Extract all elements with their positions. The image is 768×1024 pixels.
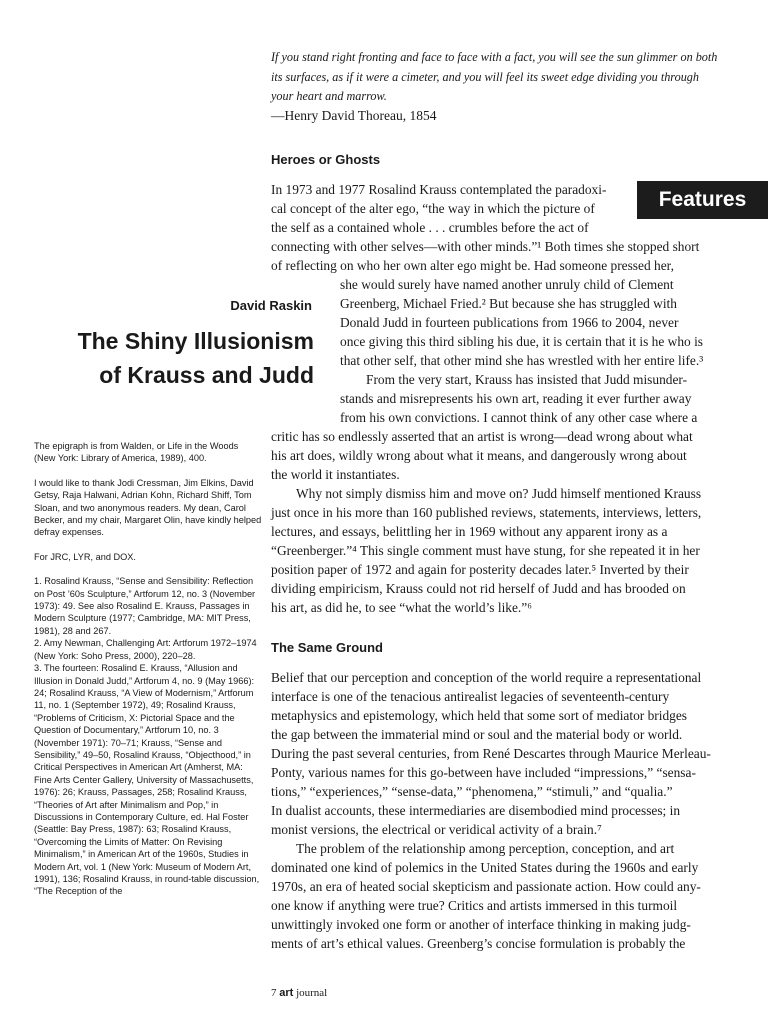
body-line: dominated one kind of polemics in the United States during the 1960s and early	[271, 860, 699, 875]
epigraph-quote: If you stand right fronting and face to face with a fact, you will see the sun glimmer on both its surfaces, as if it were a cimeter, and you will feel its sweet edge dividing you through your heart and marrow.	[271, 50, 718, 103]
body-line: just once in his more than 160 published reviews, statements, interviews, letters,	[271, 505, 702, 520]
body-line: Ponty, various names for this go-between have included “impressions,” “sensa-	[271, 765, 696, 780]
body-line: From the very start, Krauss has insisted that Judd misunder-	[366, 372, 688, 387]
journal-name: journal	[296, 987, 328, 999]
body-line: unwittingly invoked one form or another of interface thinking in making judg-	[271, 917, 691, 932]
body-line: Why not simply dismiss him and move on? Judd himself mentioned Krauss	[296, 486, 702, 501]
body-line: 1970s, an era of heated social skepticism and passionate action. How could any-	[271, 879, 701, 894]
section-heading-heroes-or-ghosts: Heroes or Ghosts	[271, 152, 381, 167]
body-line: Donald Judd in fourteen publications from 1966 to 2004, never	[340, 315, 679, 330]
page-footer	[271, 987, 327, 999]
body-line: dividing empiricism, Krauss could not rid herself of Judd and has brooded on	[271, 581, 686, 596]
side-notes	[34, 440, 262, 898]
footnote: 1. Rosalind Krauss, “Sense and Sensibility: Reflection on Post ’60s Sculpture,” Artforum 12, no. 3 (November 1973): 49. See also Rosalind E. Krauss, Passages in Modern Sculpture (1977; Cambridge, MA: MIT Press, 1981), 28 and 267.	[34, 576, 256, 636]
note-acknowledgements: I would like to thank Jodi Cressman, Jim Elkins, David Getsy, Raja Halwani, Adrian Kohn, Richard Shiff, Tom Sloan, and two anonymous readers. My dean, Carol Becker, and my chair, Margaret Olin, have kindly helped defray expenses.	[34, 477, 262, 538]
article-title-line-1: The Shiny Illusionism	[77, 328, 314, 354]
body-line: During the past several centuries, from René Descartes through Maurice Merleau-	[271, 746, 711, 761]
body-line: cal concept of the alter ego, “the way in which the picture of	[271, 201, 595, 216]
body-line: lectures, and essays, belittling her in 1969 without any apparent irony as a	[271, 524, 668, 539]
body-line: The problem of the relationship among perception, conception, and art	[296, 841, 675, 856]
body-line: the world it instantiates.	[271, 467, 400, 482]
body-line: his art does, wildly wrong about what it means, and dangerously wrong about	[271, 448, 687, 463]
body-line: she would surely have named another unruly child of Clement	[340, 277, 674, 292]
body-line: his art, as did he, to see “what the world’s like.”⁶	[271, 600, 532, 615]
epigraph-attribution: —Henry David Thoreau, 1854	[271, 108, 437, 123]
page-number: 7	[271, 987, 277, 999]
article-title	[20, 324, 314, 392]
body-line: In dualist accounts, these intermediaries are disembodied mind processes; in	[271, 803, 681, 818]
body-line: the gap between the immaterial mind or soul and the material body or world.	[271, 727, 683, 742]
body-line: connecting with other selves—with other minds.”¹ Both times she stopped short	[271, 239, 700, 254]
body-line: from his own convictions. I cannot think of any other case where a	[340, 410, 698, 425]
body-line: Belief that our perception and conception of the world require a representational	[271, 670, 702, 685]
footnote: 3. The fourteen: Rosalind E. Krauss, “Allusion and Illusion in Donald Judd,” Artforum 4, no. 9 (May 1966): 24; Rosalind Krauss, “A View of Modernism,” Artforum 11, no. 1 (September 1972), 49; Rosalind Krauss, “Problems of Criticism, X: Pictorial Space and the Question of Documentary,” Artforum 10, no. 3 (November 1971): 70–71; Krauss, “Sense and Sensibility,” 49–50, Rosalind Krauss, “Objecthood,” in Critical Perspectives in American Art (Amherst, MA: Fine Arts Center Gallery, University of Massachusetts, 1976): 26; Krauss, Passages, 258; Rosalind Krauss, “Theories of Art after Minimalism and Pop,” in Discussions in Contemporary Culture, ed. Hal Foster (Seattle: Bay Press, 1987): 63; Rosalind Krauss, “Overcoming the Limits of Matter: On Revising Minimalism,” in American Art of the 1960s, Studies in Modern Art, vol. 1 (New York: Museum of Modern Art, 1991), 136; Rosalind Krauss, in round-table discussion, “The Reception of the	[34, 663, 260, 897]
note-dedication: For JRC, LYR, and DOX.	[34, 551, 136, 562]
features-badge: Features	[637, 181, 768, 219]
body-line: once giving this third sibling his due, it is certain that it is he who is	[340, 334, 703, 349]
body-line: position paper of 1972 and again for posterity decades later.⁵ Inverted by their	[271, 562, 689, 577]
article-author: David Raskin	[230, 298, 312, 313]
body-line: of reflecting on who her own alter ego might be. Had someone pressed her,	[271, 258, 674, 273]
body-line: tions,” “experiences,” “sense-data,” “phenomena,” “stimuli,” and “qualia.”	[271, 784, 673, 799]
body-line: critic has so endlessly asserted that an artist is wrong—dead wrong about what	[271, 429, 693, 444]
body-line: that other self, that other mind she has wrestled with her entire life.³	[340, 353, 704, 368]
body-line: interface is one of the tenacious antirealist legacies of seventeenth-century	[271, 689, 670, 704]
body-line: stands and misrepresents his own art, reading it ever further away	[340, 391, 692, 406]
journal-name-art: art	[279, 987, 294, 999]
body-line: the self as a contained whole . . . crumbles before the act of	[271, 220, 589, 235]
body-line: In 1973 and 1977 Rosalind Krauss contemplated the paradoxi-	[271, 182, 607, 197]
body-line: monist versions, the electrical or veridical activity of a brain.⁷	[271, 822, 602, 837]
body-line: metaphysics and epistemology, which held that some sort of mediator bridges	[271, 708, 688, 723]
article-title-line-2: of Krauss and Judd	[99, 362, 314, 388]
section-heading-the-same-ground: The Same Ground	[271, 640, 383, 655]
body-line: ments of art’s ethical values. Greenberg’s concise formulation is probably the	[271, 936, 686, 951]
body-line: one know if anything were true? Critics and artists immersed in this turmoil	[271, 898, 678, 913]
note-epigraph-source: The epigraph is from Walden, or Life in the Woods (New York: Library of America, 1989), 400.	[34, 441, 239, 464]
footnote: 2. Amy Newman, Challenging Art: Artforum 1972–1974 (New York: Soho Press, 2000), 220–28.	[34, 638, 257, 661]
body-line: “Greenberger.”⁴ This single comment must have stung, for she repeated it in her	[271, 543, 700, 558]
body-line: Greenberg, Michael Fried.² But because she has struggled with	[340, 296, 677, 311]
